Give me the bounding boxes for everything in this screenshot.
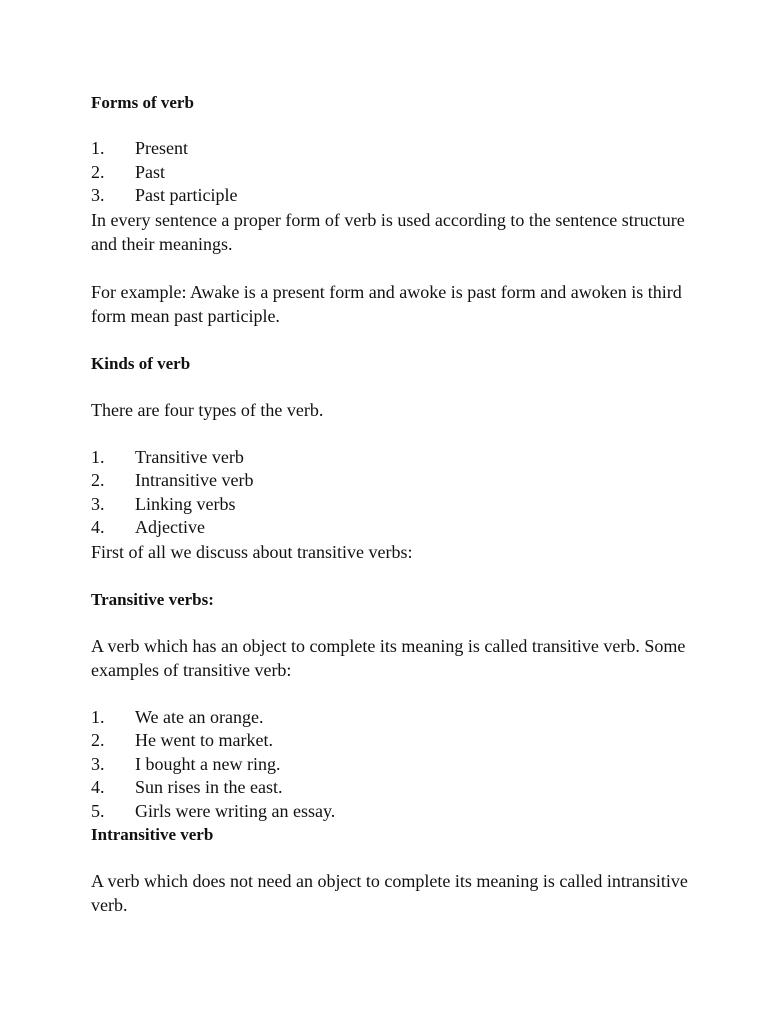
heading-transitive-verbs: Transitive verbs: — [91, 589, 214, 609]
paragraph-forms-1: In every sentence a proper form of verb is used according to the sentence structure and their meanings. — [91, 209, 685, 254]
list-number: 3. — [91, 185, 105, 205]
list-text: Girls were writing an essay. — [135, 800, 336, 821]
paragraph-kinds-after: First of all we discuss about transitive verbs: — [91, 541, 413, 562]
list-number: 1. — [91, 706, 105, 727]
list-item — [91, 446, 691, 470]
list-number: 1. — [91, 138, 105, 158]
heading-kinds-of-verb: Kinds of verb — [91, 353, 191, 373]
list-item — [91, 729, 691, 753]
list-number: 2. — [91, 730, 105, 750]
list-text: Past — [135, 161, 166, 182]
forms-list — [91, 137, 691, 208]
list-text: He went to market. — [135, 730, 273, 750]
list-number: 4. — [91, 777, 105, 797]
list-number: 3. — [91, 753, 105, 774]
paragraph-kinds-intro: There are four types of the verb. — [91, 399, 324, 420]
heading-forms-of-verb: Forms of verb — [91, 93, 194, 112]
list-item — [91, 161, 691, 185]
list-text: Sun rises in the east. — [135, 777, 283, 797]
list-item — [91, 137, 691, 161]
list-item — [91, 800, 691, 824]
paragraph-transitive-intro: A verb which has an object to complete its meaning is called transitive verb. Some examples of transitive verb: — [91, 635, 686, 680]
list-item — [91, 184, 691, 208]
list-text: Adjective — [135, 517, 205, 537]
paragraph-forms-2: For example: Awake is a present form and awoke is past form and awoken is third form mean past participle. — [91, 281, 682, 326]
list-text: Intransitive verb — [135, 470, 254, 490]
kinds-list — [91, 446, 691, 540]
list-item — [91, 706, 691, 730]
list-item — [91, 776, 691, 800]
list-text: We ate an orange. — [135, 706, 264, 727]
list-number: 1. — [91, 446, 105, 467]
list-number: 2. — [91, 470, 105, 490]
heading-intransitive-verb: Intransitive verb — [91, 825, 214, 844]
list-number: 5. — [91, 800, 105, 821]
list-item — [91, 493, 691, 517]
transitive-examples-list — [91, 706, 691, 824]
list-number: 2. — [91, 161, 105, 182]
list-text: Linking verbs — [135, 493, 236, 514]
list-number: 4. — [91, 517, 105, 537]
list-text: I bought a new ring. — [135, 753, 281, 774]
list-item — [91, 469, 691, 493]
list-item — [91, 516, 691, 540]
list-text: Transitive verb — [135, 446, 244, 467]
list-text: Past participle — [135, 185, 238, 205]
list-text: Present — [135, 138, 188, 158]
list-number: 3. — [91, 493, 105, 514]
list-item — [91, 753, 691, 777]
document-page — [91, 91, 691, 917]
paragraph-intransitive-intro: A verb which does not need an object to complete its meaning is called intransitive verb. — [91, 871, 688, 915]
